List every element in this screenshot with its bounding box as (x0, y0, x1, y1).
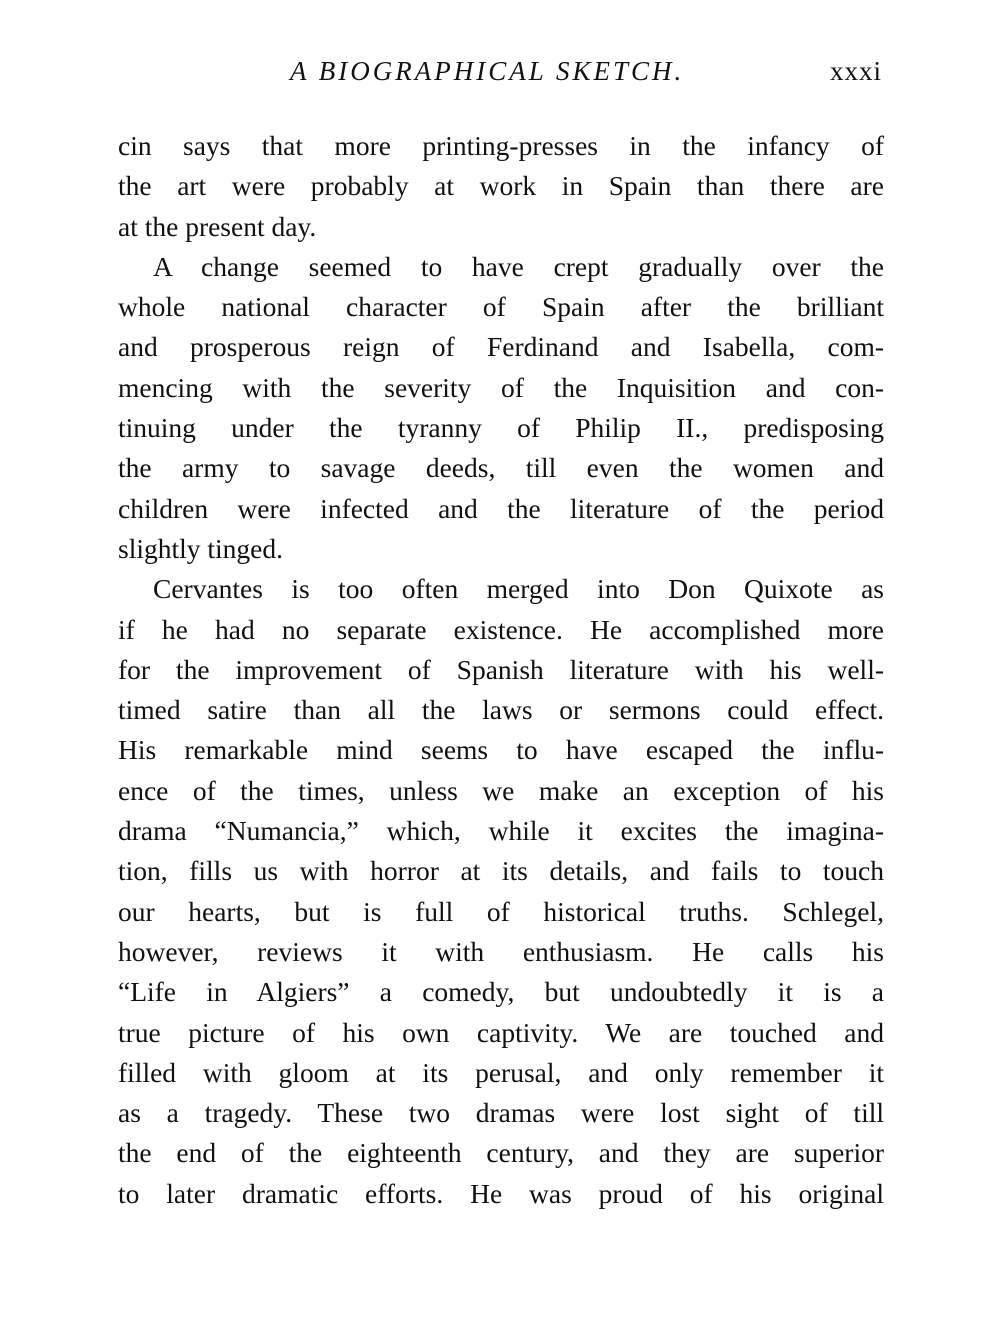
body-text (118, 126, 884, 1214)
text-line: A change seemed to have crept gradually over the (153, 250, 884, 282)
text-line: as a tragedy. These two dramas were lost sight of till (118, 1097, 884, 1129)
text-line: the end of the eighteenth century, and they are superior (118, 1137, 884, 1169)
text-line: children were infected and the literature of the period (118, 492, 884, 524)
text-line: and prosperous reign of Ferdinand and Isabella, com- (118, 331, 884, 363)
running-title: A BIOGRAPHICAL SKETCH. (290, 56, 685, 86)
text-line: for the improvement of Spanish literature with his well- (118, 653, 884, 685)
text-line: cin says that more printing-presses in the infancy of (118, 130, 884, 161)
text-line: tinuing under the tyranny of Philip II., predisposing (118, 412, 884, 444)
text-line: tion, fills us with horror at its details, and fails to touch (118, 855, 884, 887)
text-line: drama “Numancia,” which, while it excites the imagina- (118, 815, 884, 847)
page-header (118, 56, 882, 96)
text-line: Cervantes is too often merged into Don Quixote as (153, 573, 884, 605)
text-line: however, reviews it with enthusiasm. He calls his (118, 935, 884, 967)
text-line: our hearts, but is full of historical truths. Schlegel, (118, 895, 884, 927)
text-line: timed satire than all the laws or sermons could effect. (118, 694, 884, 726)
page-number: xxxi (829, 56, 882, 86)
text-line: mencing with the severity of the Inquisition and con- (118, 371, 884, 403)
text-line: at the present day. (118, 210, 317, 242)
text-line: to later dramatic efforts. He was proud of his original (118, 1177, 884, 1209)
text-line: whole national character of Spain after the brilliant (118, 291, 884, 323)
text-line: filled with gloom at its perusal, and only remember it (118, 1056, 884, 1088)
text-line: “Life in Algiers” a comedy, but undoubtedly it is a (118, 976, 884, 1008)
text-line: slightly tinged. (118, 532, 283, 564)
text-line: His remarkable mind seems to have escaped the influ- (118, 734, 884, 766)
text-line: ence of the times, unless we make an exception of his (118, 774, 884, 806)
text-line: the art were probably at work in Spain than there are (118, 170, 884, 202)
text-line: true picture of his own captivity. We are touched and (118, 1016, 884, 1048)
text-line: if he had no separate existence. He accomplished more (118, 613, 884, 645)
text-line: the army to savage deeds, till even the women and (118, 452, 884, 484)
